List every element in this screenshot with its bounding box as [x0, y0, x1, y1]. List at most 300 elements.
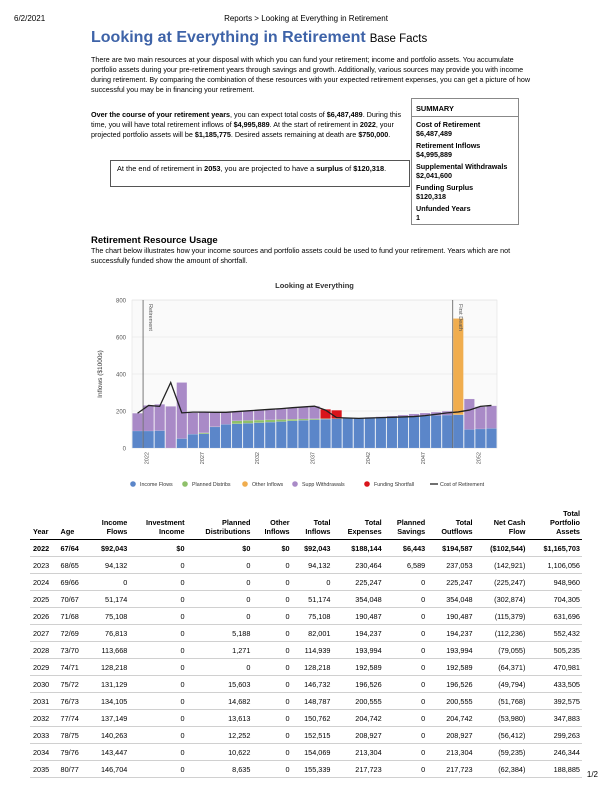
table-cell: 0 [129, 608, 186, 625]
overview-t3: . During this time, you will have total retirement inflows of [91, 110, 402, 129]
table-cell: 194,237 [332, 625, 383, 642]
overview-inflows: $4,995,889 [233, 120, 270, 129]
table-cell: 631,696 [527, 608, 582, 625]
bar-segment [143, 405, 153, 431]
summary-item-label: Cost of Retirement [416, 120, 481, 129]
table-cell: 13,613 [187, 710, 253, 727]
bar-segment [254, 423, 264, 448]
table-cell: 0 [129, 642, 186, 659]
table-cell: 230,464 [332, 557, 383, 574]
bar-segment [265, 410, 275, 420]
table-cell: 14,682 [187, 693, 253, 710]
surplus-t2: , you are projected to have a [220, 164, 317, 173]
table-cell: 0 [129, 710, 186, 727]
surplus-word: surplus [316, 164, 343, 173]
bar-segment [155, 431, 165, 448]
table-cell: 8,635 [187, 761, 253, 778]
table-cell: 0 [129, 676, 186, 693]
table-row [30, 693, 582, 710]
column-header: Income Flows [88, 509, 129, 540]
table-cell: (64,371) [475, 659, 528, 676]
summary-item [412, 201, 518, 222]
table-cell: 152,515 [292, 727, 333, 744]
table-cell: 0 [129, 557, 186, 574]
report-date: 6/2/2021 [14, 14, 46, 23]
table-row [30, 574, 582, 591]
table-cell: 193,994 [427, 642, 474, 659]
table-cell: 148,787 [292, 693, 333, 710]
bar-segment [143, 431, 153, 448]
table-cell: 0 [187, 608, 253, 625]
table-cell: 192,589 [427, 659, 474, 676]
table-cell: 68/65 [59, 557, 89, 574]
table-cell: $92,043 [292, 540, 333, 557]
table-cell: ($102,544) [475, 540, 528, 557]
bar-segment [376, 417, 386, 448]
bar-segment [210, 427, 220, 448]
y-tick-label: 600 [115, 335, 126, 342]
bar-segment [155, 404, 165, 430]
table-cell: 70/67 [59, 591, 89, 608]
table-cell: 196,526 [332, 676, 383, 693]
bar-segment [343, 418, 353, 448]
table-cell: 0 [129, 591, 186, 608]
table-cell: 225,247 [332, 574, 383, 591]
bar-segment [132, 413, 142, 431]
table-cell: 0 [292, 574, 333, 591]
table-row [30, 608, 582, 625]
overview-lead: Over the course of your retirement years [91, 110, 231, 119]
table-row [30, 659, 582, 676]
table-cell: 0 [187, 659, 253, 676]
bar-segment [365, 418, 375, 448]
summary-box [411, 98, 519, 225]
table-cell: 94,132 [88, 557, 129, 574]
summary-item-value: $6,487,489 [416, 129, 452, 138]
table-cell: 217,723 [427, 761, 474, 778]
surplus-t1: At the end of retirement in [117, 164, 205, 173]
table-cell: 2022 [30, 540, 59, 557]
table-cell: 2030 [30, 676, 59, 693]
table-cell: $188,144 [332, 540, 383, 557]
table-cell: 200,555 [427, 693, 474, 710]
column-header: Investment Income [129, 509, 186, 540]
bar-segment [166, 406, 176, 448]
table-cell: 137,149 [88, 710, 129, 727]
overview-start-year: 2022 [359, 120, 376, 129]
summary-item-value: $120,318 [416, 192, 446, 201]
table-cell: (51,768) [475, 693, 528, 710]
table-cell: (79,055) [475, 642, 528, 659]
bar-segment [309, 420, 319, 448]
table-cell: (142,921) [475, 557, 528, 574]
table-cell: 134,105 [88, 693, 129, 710]
table-cell: 194,237 [427, 625, 474, 642]
bar-segment [276, 420, 286, 422]
y-tick-label: 200 [115, 409, 126, 416]
table-cell: 128,218 [292, 659, 333, 676]
table-cell: $92,043 [88, 540, 129, 557]
table-cell: 190,487 [427, 608, 474, 625]
legend-label: Income Flows [140, 482, 173, 488]
table-header-row [30, 509, 582, 540]
table-cell: 12,252 [187, 727, 253, 744]
table-row [30, 744, 582, 761]
bar-segment [232, 424, 242, 448]
summary-item-label: Supplemental Withdrawals [416, 162, 508, 171]
column-header: Net Cash Flow [475, 509, 528, 540]
page-title [91, 29, 427, 47]
table-cell: 0 [384, 591, 428, 608]
table-cell: 704,305 [527, 591, 582, 608]
summary-title: SUMMARY [412, 99, 518, 117]
table-cell: 0 [252, 608, 291, 625]
table-cell: 2027 [30, 625, 59, 642]
table-cell: 0 [187, 591, 253, 608]
bar-segment [221, 412, 231, 424]
bar-segment [254, 410, 264, 420]
table-cell: 347,883 [527, 710, 582, 727]
table-cell: 1,106,056 [527, 557, 582, 574]
y-tick-label: 800 [115, 298, 126, 305]
table-cell: 69/66 [59, 574, 89, 591]
table-row [30, 540, 582, 557]
table-cell: 0 [187, 557, 253, 574]
table-cell: 75/72 [59, 676, 89, 693]
intro-paragraph: There are two main resources at your disposal with which you can fund your retirement; income and portfolio assets. You accumulate portfolio assets during your pre-retirement years through savings and growth. Additionally, various sources may provide you with income during retirement. By comparing the combination of these resources with your expected retirement expenses, you can get a picture of how successful you may be in financing your retirement. [91, 55, 531, 94]
table-cell: 354,048 [427, 591, 474, 608]
table-cell: 225,247 [427, 574, 474, 591]
bar-segment [298, 420, 308, 448]
x-tick-label: 2037 [310, 452, 317, 465]
table-cell: 131,129 [88, 676, 129, 693]
bar-segment [431, 415, 441, 448]
summary-item [412, 138, 518, 159]
table-cell: 0 [252, 659, 291, 676]
table-cell: (49,794) [475, 676, 528, 693]
bar-segment [354, 418, 364, 448]
bar-segment [243, 420, 253, 423]
column-header: Total Inflows [292, 509, 333, 540]
overview-cost: $6,487,489 [326, 110, 363, 119]
bar-segment [475, 407, 485, 429]
x-tick-label: 2052 [476, 452, 483, 465]
table-cell: 140,263 [88, 727, 129, 744]
bar-segment [287, 419, 297, 421]
table-cell: 0 [384, 744, 428, 761]
x-tick-label: 2032 [255, 452, 262, 465]
table-cell: 82,001 [292, 625, 333, 642]
overview-assets: $1,185,775 [194, 130, 231, 139]
y-axis-label: Inflows ($1000s) [97, 350, 104, 398]
table-cell: 76/73 [59, 693, 89, 710]
x-tick-label: 2047 [421, 452, 428, 465]
marker-label: First Death [456, 304, 463, 331]
table-cell: 552,432 [527, 625, 582, 642]
bar-segment [199, 434, 209, 448]
summary-item-value: 1 [416, 213, 420, 222]
table-cell: 0 [384, 676, 428, 693]
table-cell: 188,885 [527, 761, 582, 778]
table-cell: 72/69 [59, 625, 89, 642]
bar-segment [265, 422, 275, 448]
summary-item-label: Funding Surplus [416, 183, 474, 192]
table-cell: 2028 [30, 642, 59, 659]
table-cell: (302,874) [475, 591, 528, 608]
y-tick-label: 0 [122, 446, 126, 453]
table-cell: 78/75 [59, 727, 89, 744]
table-cell: 94,132 [292, 557, 333, 574]
bar-segment [188, 413, 198, 434]
table-cell: $1,165,703 [527, 540, 582, 557]
legend-label: Cost of Retirement [440, 482, 485, 488]
bar-segment [442, 415, 452, 448]
table-cell: 0 [252, 676, 291, 693]
breadcrumb: Reports > Looking at Everything in Retirement [224, 14, 388, 23]
bar-segment [453, 319, 463, 415]
table-cell: 0 [384, 574, 428, 591]
bar-segment [199, 412, 209, 433]
legend-swatch [182, 481, 188, 487]
bar-segment [188, 434, 198, 448]
y-tick-label: 400 [115, 372, 126, 379]
table-cell: 51,174 [88, 591, 129, 608]
bar-segment [243, 423, 253, 448]
table-cell: 208,927 [332, 727, 383, 744]
table-cell: 2033 [30, 727, 59, 744]
legend-label: Planned Distribs [192, 482, 231, 488]
table-cell: 2035 [30, 761, 59, 778]
legend-label: Supp Withdrawals [302, 482, 345, 488]
table-cell: 470,981 [527, 659, 582, 676]
bar-segment [420, 416, 430, 448]
table-cell: 0 [384, 727, 428, 744]
legend-swatch [364, 481, 370, 487]
table-cell: 208,927 [427, 727, 474, 744]
table-cell: 0 [252, 642, 291, 659]
x-tick-label: 2027 [199, 452, 206, 465]
table-cell: 0 [384, 659, 428, 676]
bar-segment [276, 422, 286, 448]
summary-items [412, 117, 518, 222]
table-cell: 15,603 [187, 676, 253, 693]
table-cell: 213,304 [427, 744, 474, 761]
table-cell: 0 [384, 761, 428, 778]
table-cell: 0 [252, 710, 291, 727]
table-row [30, 710, 582, 727]
table-cell: 237,053 [427, 557, 474, 574]
bar-segment [287, 408, 297, 419]
bar-segment [276, 409, 286, 420]
bar-segment [331, 419, 341, 448]
bar-segment [398, 417, 408, 448]
table-cell: 51,174 [292, 591, 333, 608]
table-cell: 0 [384, 710, 428, 727]
table-cell: 192,589 [332, 659, 383, 676]
table-cell: 217,723 [332, 761, 383, 778]
bar-segment [243, 411, 253, 421]
table-cell: 0 [129, 727, 186, 744]
table-cell: 2023 [30, 557, 59, 574]
legend-swatch [130, 481, 136, 487]
bar-segment [320, 419, 330, 448]
legend-label: Funding Shortfall [374, 482, 415, 488]
bar-segment [464, 430, 474, 449]
table-cell: 0 [384, 693, 428, 710]
table-cell: 2024 [30, 574, 59, 591]
column-header: Total Portfolio Assets [527, 509, 582, 540]
bar-segment [486, 428, 496, 448]
summary-item-label: Retirement Inflows [416, 141, 481, 150]
table-cell: 0 [252, 727, 291, 744]
column-header: Planned Distributions [187, 509, 253, 540]
table-cell: (62,384) [475, 761, 528, 778]
table-cell: (59,235) [475, 744, 528, 761]
table-cell: 213,304 [332, 744, 383, 761]
table-cell: 146,732 [292, 676, 333, 693]
surplus-t4: . [384, 164, 387, 173]
table-cell: 77/74 [59, 710, 89, 727]
bar-segment [254, 420, 264, 423]
table-cell: (53,980) [475, 710, 528, 727]
table-cell: 0 [252, 557, 291, 574]
table-cell: 2026 [30, 608, 59, 625]
table-cell: 0 [129, 659, 186, 676]
table-cell: 204,742 [332, 710, 383, 727]
overview-remaining: $750,000 [358, 130, 389, 139]
bar-segment [132, 431, 142, 448]
table-cell: 0 [252, 761, 291, 778]
column-header: Total Outflows [427, 509, 474, 540]
table-cell: $6,443 [384, 540, 428, 557]
table-cell: (225,247) [475, 574, 528, 591]
table-cell: 2031 [30, 693, 59, 710]
bar-segment [232, 421, 242, 424]
table-row [30, 727, 582, 744]
table-cell: 392,575 [527, 693, 582, 710]
bar-segment [298, 407, 308, 419]
surplus-t3: of [342, 164, 354, 173]
overview-paragraph [91, 110, 409, 140]
table-cell: 2025 [30, 591, 59, 608]
bar-segment [221, 424, 231, 448]
table-cell: $194,587 [427, 540, 474, 557]
overview-t6: . Desired assets remaining at death are [230, 130, 359, 139]
surplus-amount: $120,318 [353, 164, 385, 173]
table-row [30, 676, 582, 693]
table-cell: 193,994 [332, 642, 383, 659]
column-header: Year [30, 509, 59, 540]
table-cell: 190,487 [332, 608, 383, 625]
legend-swatch [292, 481, 298, 487]
table-cell: 73/70 [59, 642, 89, 659]
table-cell: 0 [252, 625, 291, 642]
resource-title: Retirement Resource Usage [91, 235, 218, 246]
table-cell: (56,412) [475, 727, 528, 744]
title-sub: Base Facts [369, 33, 428, 45]
surplus-callout [110, 160, 410, 187]
column-header: Other Inflows [252, 509, 291, 540]
bar-segment [486, 406, 496, 429]
table-cell: 113,668 [88, 642, 129, 659]
bar-segment [177, 439, 187, 448]
overview-t4: . At the start of retirement in [269, 120, 360, 129]
table-cell: 2029 [30, 659, 59, 676]
table-cell: $0 [187, 540, 253, 557]
summary-item-value: $2,041,600 [416, 171, 452, 180]
table-row [30, 557, 582, 574]
table-cell: 433,505 [527, 676, 582, 693]
overview-t5: , your projected portfolio assets will be [91, 120, 394, 139]
table-cell: 71/68 [59, 608, 89, 625]
table-cell: 196,526 [427, 676, 474, 693]
table-row [30, 642, 582, 659]
table-cell: 6,589 [384, 557, 428, 574]
bar-segment [265, 420, 275, 422]
overview-t7: . [388, 130, 391, 139]
legend-label: Other Inflows [252, 482, 284, 488]
bar-segment [177, 383, 187, 439]
table-cell: 0 [129, 761, 186, 778]
table-cell: 80/77 [59, 761, 89, 778]
table-cell: 10,622 [187, 744, 253, 761]
resource-description: The chart below illustrates how your income sources and portfolio assets could be used to fund your retirement. Years which are not successfully funded show the amount of shortfall. [91, 246, 511, 265]
table-cell: (115,379) [475, 608, 528, 625]
table-cell: $0 [129, 540, 186, 557]
bar-segment [210, 412, 220, 427]
table-cell: 1,271 [187, 642, 253, 659]
table-row [30, 761, 582, 778]
table-cell: 0 [384, 608, 428, 625]
table-cell: 76,813 [88, 625, 129, 642]
x-tick-label: 2022 [144, 452, 151, 465]
table-cell: 0 [384, 642, 428, 659]
x-tick-label: 2042 [365, 452, 372, 465]
table-cell: 0 [252, 744, 291, 761]
table-cell: 200,555 [332, 693, 383, 710]
bar-segment [387, 417, 397, 448]
table-cell: 79/76 [59, 744, 89, 761]
table-cell: 246,344 [527, 744, 582, 761]
marker-label: Retirement [147, 304, 154, 331]
surplus-year: 2053 [204, 164, 221, 173]
table-cell: 67/64 [59, 540, 89, 557]
table-cell: (112,236) [475, 625, 528, 642]
table-row [30, 625, 582, 642]
summary-item-value: $4,995,889 [416, 150, 452, 159]
table-cell: 354,048 [332, 591, 383, 608]
table-cell: 2034 [30, 744, 59, 761]
summary-item-label: Unfunded Years [416, 204, 471, 213]
table-cell: 0 [129, 693, 186, 710]
table-cell: 74/71 [59, 659, 89, 676]
table-body [30, 540, 582, 778]
table-cell: 0 [252, 591, 291, 608]
table-cell: $0 [252, 540, 291, 557]
table-cell: 75,108 [88, 608, 129, 625]
table-cell: 0 [88, 574, 129, 591]
table-cell: 155,339 [292, 761, 333, 778]
page-number: 1/2 [586, 770, 598, 779]
column-header: Age [59, 509, 89, 540]
table-cell: 5,188 [187, 625, 253, 642]
legend-swatch [242, 481, 248, 487]
table-cell: 75,108 [292, 608, 333, 625]
bar-segment [409, 416, 419, 448]
bar-segment [464, 399, 474, 430]
summary-item [412, 159, 518, 180]
title-main: Looking at Everything in Retirement [91, 29, 366, 46]
